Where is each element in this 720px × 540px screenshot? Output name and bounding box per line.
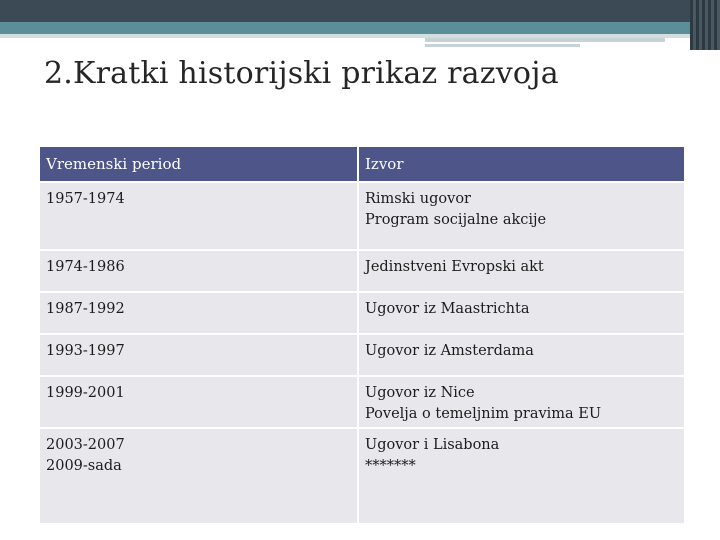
table-row <box>40 377 684 427</box>
period-cell <box>40 429 357 523</box>
source-text: Ugovor iz Maastrichta <box>365 301 530 317</box>
source-text: Ugovor iz Amsterdama <box>365 343 534 359</box>
period-cell <box>40 183 357 249</box>
period-text: 1974-1986 <box>46 259 125 275</box>
source-text: ******* <box>365 458 416 474</box>
header-period: Vremenski period <box>40 147 357 181</box>
source-cell <box>359 429 684 523</box>
period-cell <box>40 293 357 333</box>
period-cell <box>40 377 357 427</box>
table-row <box>40 335 684 375</box>
period-cell <box>40 335 357 375</box>
period-text: 1957-1974 <box>46 191 125 207</box>
top-decor-bar <box>0 0 720 22</box>
header-source: Izvor <box>359 147 684 181</box>
table-row <box>40 429 684 523</box>
period-text: 2003-2007 <box>46 437 125 453</box>
source-text: Ugovor iz Nice <box>365 385 475 401</box>
period-text: 2009-sada <box>46 458 122 474</box>
history-table <box>38 145 686 525</box>
table-row <box>40 293 684 333</box>
top-decor-line <box>425 38 665 42</box>
source-text: Rimski ugovor <box>365 191 471 207</box>
top-right-stripes-decor <box>690 0 720 50</box>
source-cell <box>359 251 684 291</box>
source-cell <box>359 377 684 427</box>
source-cell <box>359 293 684 333</box>
table-row <box>40 251 684 291</box>
period-text: 1999-2001 <box>46 385 125 401</box>
period-text: 1987-1992 <box>46 301 125 317</box>
top-decor-accent-bar <box>0 22 720 34</box>
source-text: Povelja o temeljnim pravima EU <box>365 406 602 422</box>
slide-title: 2.Kratki historijski prikaz razvoja <box>44 56 559 91</box>
source-text: Jedinstveni Evropski akt <box>365 259 544 275</box>
source-cell <box>359 183 684 249</box>
source-text: Ugovor i Lisabona <box>365 437 500 453</box>
table-row <box>40 183 684 249</box>
period-cell <box>40 251 357 291</box>
table-header-row <box>40 147 684 181</box>
source-text: Program socijalne akcije <box>365 212 547 228</box>
top-decor-line-short <box>425 44 580 47</box>
period-text: 1993-1997 <box>46 343 125 359</box>
source-cell <box>359 335 684 375</box>
